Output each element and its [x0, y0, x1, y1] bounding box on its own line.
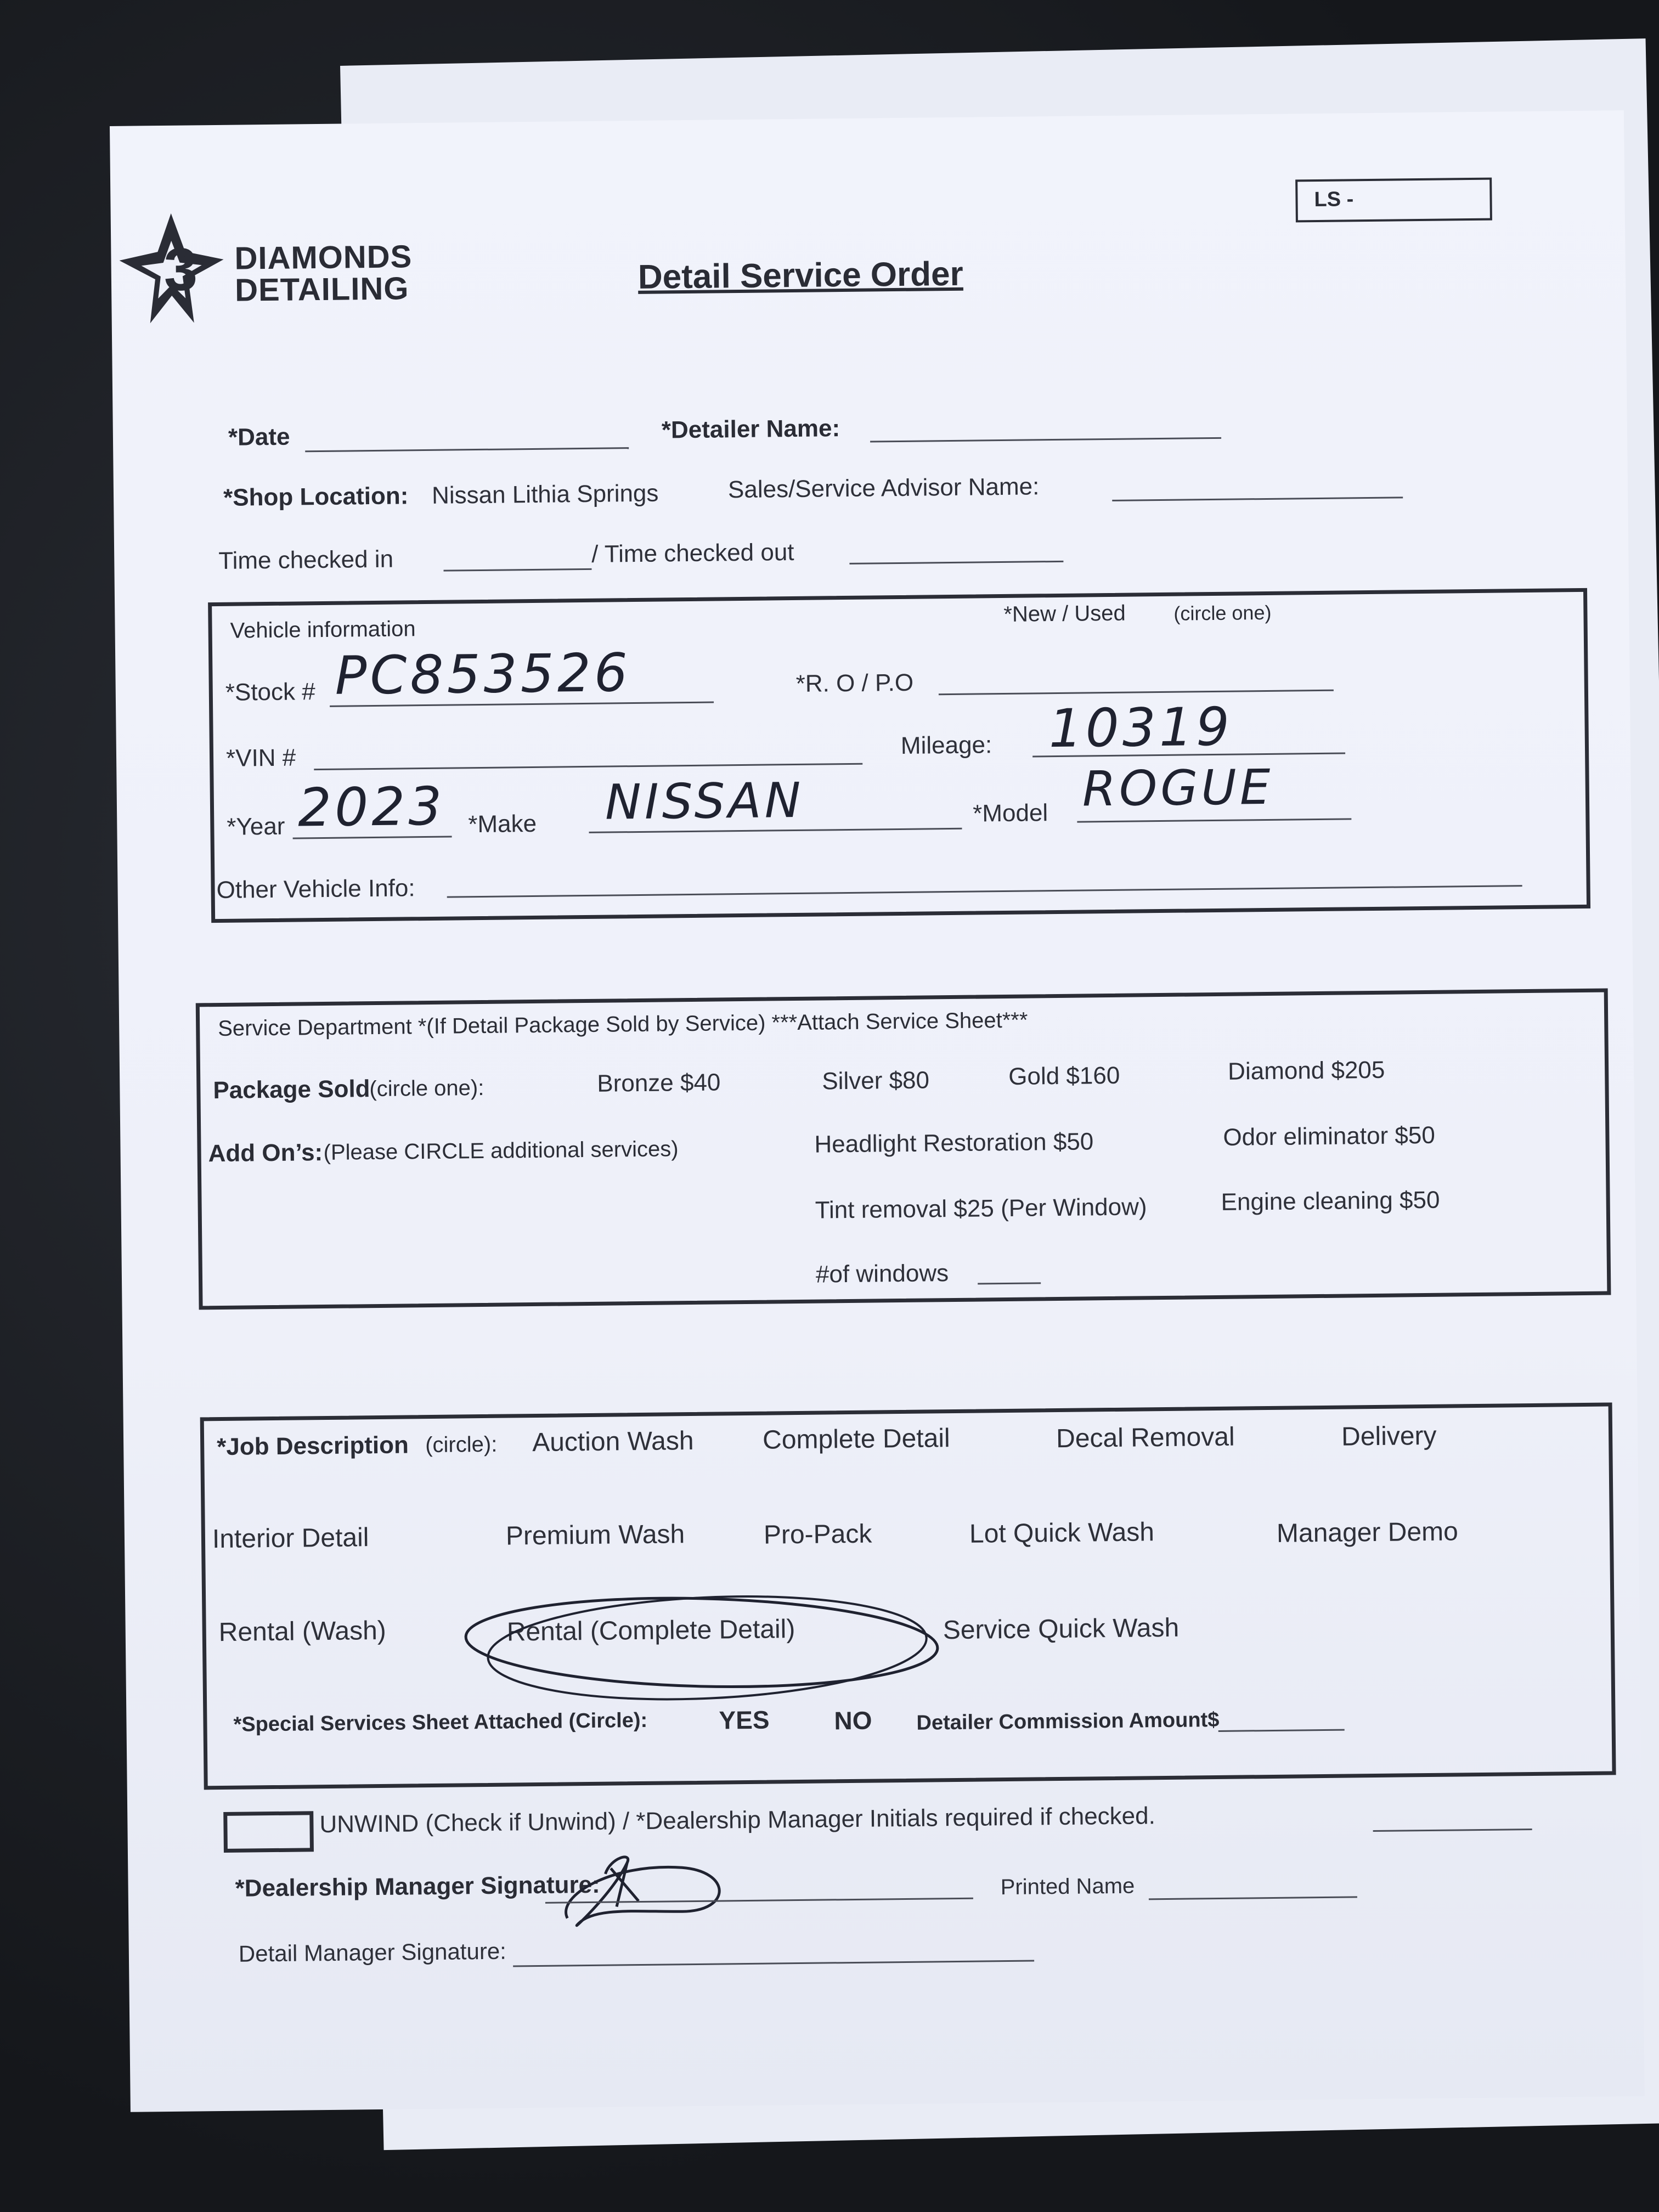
printed-name-field[interactable] — [1149, 1896, 1357, 1900]
addon-headlight[interactable]: Headlight Restoration $50 — [814, 1128, 1094, 1158]
time-in-field[interactable] — [444, 568, 592, 572]
circled-selection-mark — [449, 1579, 955, 1711]
time-out-field[interactable] — [849, 561, 1063, 565]
job-delivery[interactable]: Delivery — [1341, 1421, 1437, 1452]
manager-initials-field[interactable] — [1373, 1829, 1532, 1832]
addon-odor[interactable]: Odor eliminator $50 — [1223, 1121, 1436, 1151]
diamond-logo-icon — [111, 207, 233, 340]
unwind-checkbox[interactable] — [223, 1811, 314, 1853]
mileage-label: Mileage: — [900, 731, 992, 759]
windows-label: #of windows — [815, 1260, 949, 1288]
service-department-header: Service Department *(If Detail Package Sold by Service) ***Attach Service Sheet*** — [218, 1008, 1028, 1041]
printed-name-label: Printed Name — [1000, 1874, 1135, 1900]
vin-label: *VIN # — [225, 744, 296, 772]
logo-text-line1: DIAMONDS — [234, 239, 413, 276]
year-label: *Year — [227, 812, 285, 840]
date-label: *Date — [228, 423, 290, 451]
advisor-name-label: Sales/Service Advisor Name: — [727, 473, 1040, 504]
job-rental-complete-detail[interactable]: Rental (Complete Detail) — [506, 1615, 795, 1647]
logo-text-line2: DETAILING — [234, 270, 409, 308]
addon-tint[interactable]: Tint removal $25 (Per Window) — [815, 1193, 1147, 1224]
time-in-label: Time checked in — [218, 545, 394, 574]
job-complete-detail[interactable]: Complete Detail — [762, 1424, 950, 1455]
unwind-text: UNWIND (Check if Unwind) / *Dealership Manager Initials required if checked. — [319, 1802, 1156, 1838]
date-field[interactable] — [305, 447, 629, 452]
make-label: *Make — [468, 810, 537, 838]
ro-po-label: *R. O / P.O — [795, 669, 914, 697]
job-lot-quick-wash[interactable]: Lot Quick Wash — [969, 1517, 1155, 1549]
page-title: Detail Service Order — [637, 255, 964, 296]
make-value: NISSAN — [605, 771, 804, 831]
other-vehicle-info-label: Other Vehicle Info: — [216, 874, 415, 904]
package-sold-note: (circle one): — [369, 1075, 484, 1102]
job-manager-demo[interactable]: Manager Demo — [1276, 1517, 1459, 1548]
package-sold-label: Package Sold — [213, 1075, 370, 1104]
model-value: ROGUE — [1082, 758, 1274, 817]
year-value: 2023 — [297, 775, 445, 839]
advisor-name-field[interactable] — [1112, 496, 1403, 501]
stock-value: PC853526 — [334, 642, 631, 707]
package-diamond[interactable]: Diamond $205 — [1227, 1056, 1385, 1085]
detail-manager-signature-label: Detail Manager Signature: — [238, 1938, 507, 1967]
job-service-quick-wash[interactable]: Service Quick Wash — [943, 1613, 1180, 1645]
time-out-label: / Time checked out — [591, 538, 794, 568]
job-interior-detail[interactable]: Interior Detail — [212, 1523, 369, 1554]
commission-label: Detailer Commission Amount$ — [916, 1708, 1220, 1735]
addon-engine[interactable]: Engine cleaning $50 — [1221, 1186, 1440, 1216]
ls-box[interactable] — [1295, 178, 1492, 223]
job-description-note: (circle): — [425, 1432, 498, 1458]
svg-text:3: 3 — [163, 235, 198, 303]
package-gold[interactable]: Gold $160 — [1008, 1062, 1120, 1090]
package-bronze[interactable]: Bronze $40 — [597, 1069, 721, 1097]
detailer-name-field[interactable] — [870, 437, 1221, 443]
special-no[interactable]: NO — [834, 1706, 872, 1735]
shop-location-value: Nissan Lithia Springs — [431, 479, 659, 509]
job-auction-wash[interactable]: Auction Wash — [532, 1426, 694, 1458]
circle-one-note: (circle one) — [1173, 601, 1272, 625]
addons-label: Add On’s: — [208, 1139, 323, 1167]
dealership-manager-signature-label: *Dealership Manager Signature: — [235, 1871, 600, 1902]
manager-signature-scribble — [545, 1829, 754, 1940]
job-pro-pack[interactable]: Pro-Pack — [763, 1519, 872, 1550]
service-order-sheet — [110, 110, 1645, 2112]
stock-label: *Stock # — [225, 678, 315, 706]
job-premium-wash[interactable]: Premium Wash — [505, 1520, 685, 1551]
job-decal-removal[interactable]: Decal Removal — [1056, 1422, 1235, 1454]
addons-note: (Please CIRCLE additional services) — [323, 1137, 679, 1165]
special-services-label: *Special Services Sheet Attached (Circle): — [233, 1708, 648, 1736]
special-yes[interactable]: YES — [719, 1705, 770, 1735]
detail-manager-signature-field[interactable] — [513, 1960, 1034, 1967]
model-label: *Model — [972, 799, 1048, 827]
new-used-label: *New / Used — [1003, 601, 1126, 627]
ls-label: LS - — [1314, 188, 1354, 212]
logo — [111, 205, 452, 340]
mileage-value: 10319 — [1048, 696, 1233, 760]
vehicle-section-label: Vehicle information — [230, 617, 416, 643]
job-description-label: *Job Description — [216, 1431, 409, 1461]
package-silver[interactable]: Silver $80 — [822, 1066, 930, 1095]
job-rental-wash[interactable]: Rental (Wash) — [218, 1616, 386, 1647]
shop-location-label: *Shop Location: — [223, 482, 409, 511]
detailer-name-label: *Detailer Name: — [661, 415, 840, 444]
